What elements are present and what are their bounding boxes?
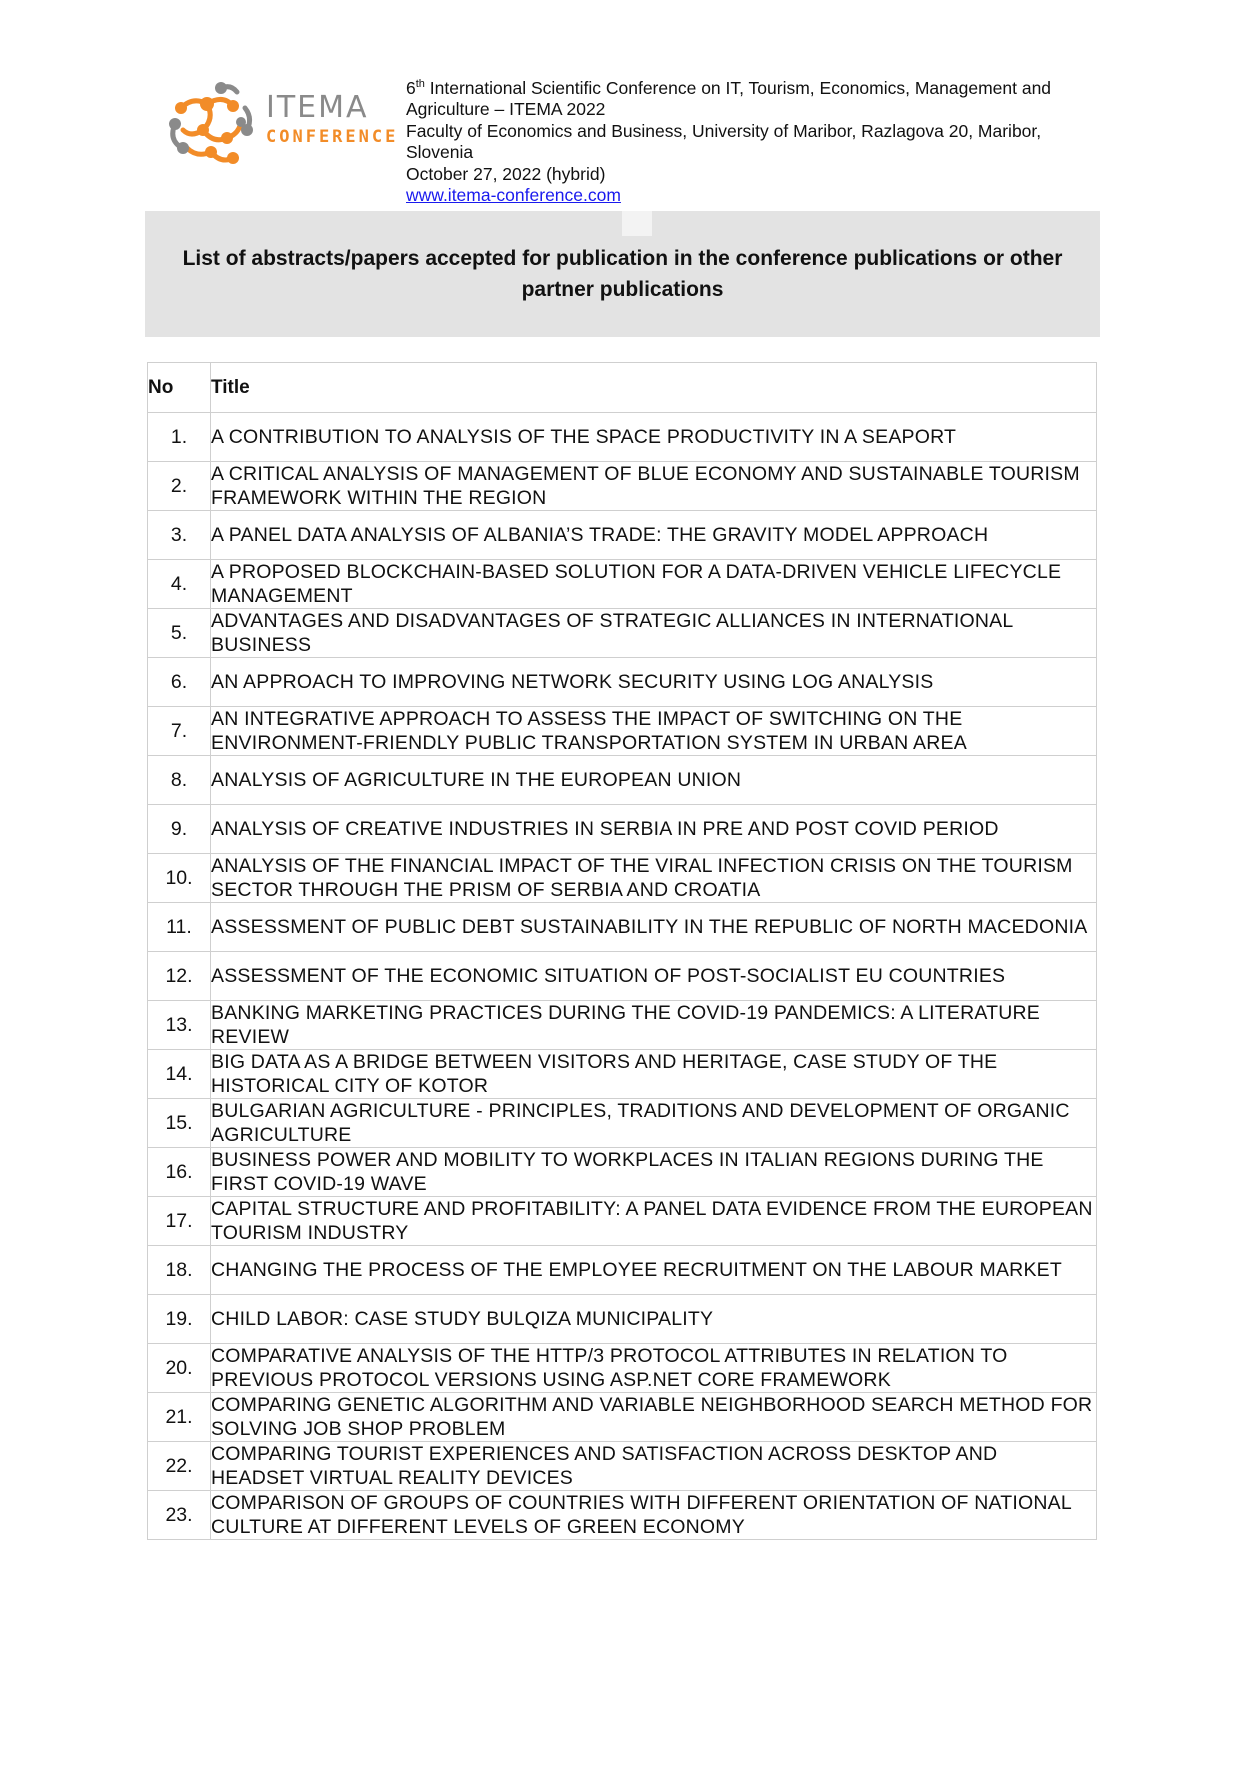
table-row	[148, 1246, 1097, 1295]
itema-conference-logo	[163, 78, 399, 173]
paper-title: CHILD LABOR: CASE STUDY BULQIZA MUNICIPALITY	[211, 1295, 1097, 1344]
table-row	[148, 609, 1097, 658]
table-row	[148, 560, 1097, 609]
paper-title: A CONTRIBUTION TO ANALYSIS OF THE SPACE PRODUCTIVITY IN A SEAPORT	[211, 413, 1097, 462]
table-row	[148, 707, 1097, 756]
table-row	[148, 1491, 1097, 1540]
table-row	[148, 1393, 1097, 1442]
table-row	[148, 1050, 1097, 1099]
table-row	[148, 903, 1097, 952]
paper-title: AN INTEGRATIVE APPROACH TO ASSESS THE IMPACT OF SWITCHING ON THE ENVIRONMENT-FRIENDLY PUBLIC TRANSPORTATION SYSTEM IN URBAN AREA	[211, 707, 1097, 756]
logo-name: ITEMA	[266, 90, 369, 125]
table-row	[148, 1344, 1097, 1393]
table-row	[148, 1197, 1097, 1246]
column-header-no: No	[148, 363, 211, 413]
row-number: 5.	[148, 609, 211, 658]
table-row	[148, 1442, 1097, 1491]
paper-title: CAPITAL STRUCTURE AND PROFITABILITY: A PANEL DATA EVIDENCE FROM THE EUROPEAN TOURISM INDUSTRY	[211, 1197, 1097, 1246]
row-number: 21.	[148, 1393, 211, 1442]
row-number: 12.	[148, 952, 211, 1001]
table-row	[148, 413, 1097, 462]
logo-subtitle: CONFERENCE	[266, 127, 399, 147]
row-number: 22.	[148, 1442, 211, 1491]
paper-title: COMPARATIVE ANALYSIS OF THE HTTP/3 PROTOCOL ATTRIBUTES IN RELATION TO PREVIOUS PROTOCOL VERSIONS USING ASP.NET CORE FRAMEWORK	[211, 1344, 1097, 1393]
paper-title: BIG DATA AS A BRIDGE BETWEEN VISITORS AND HERITAGE, CASE STUDY OF THE HISTORICAL CITY OF KOTOR	[211, 1050, 1097, 1099]
table-row	[148, 511, 1097, 560]
paper-title: ANALYSIS OF CREATIVE INDUSTRIES IN SERBIA IN PRE AND POST COVID PERIOD	[211, 805, 1097, 854]
paper-title: COMPARING GENETIC ALGORITHM AND VARIABLE NEIGHBORHOOD SEARCH METHOD FOR SOLVING JOB SHOP PROBLEM	[211, 1393, 1097, 1442]
banner-notch	[622, 211, 652, 236]
row-number: 23.	[148, 1491, 211, 1540]
table-row	[148, 805, 1097, 854]
table-row	[148, 756, 1097, 805]
paper-title: A PANEL DATA ANALYSIS OF ALBANIA’S TRADE: THE GRAVITY MODEL APPROACH	[211, 511, 1097, 560]
edition-suffix: th	[415, 78, 425, 90]
table-row	[148, 1148, 1097, 1197]
page-title: List of abstracts/papers accepted for publication in the conference publications or other partner publications	[182, 247, 1063, 301]
molecule-icon	[163, 78, 263, 173]
website-link[interactable]: www.itema-conference.com	[406, 185, 621, 206]
table-row	[148, 1099, 1097, 1148]
row-number: 4.	[148, 560, 211, 609]
paper-title: ASSESSMENT OF THE ECONOMIC SITUATION OF POST-SOCIALIST EU COUNTRIES	[211, 952, 1097, 1001]
paper-title: BANKING MARKETING PRACTICES DURING THE COVID-19 PANDEMICS: A LITERATURE REVIEW	[211, 1001, 1097, 1050]
conference-title: International Scientific Conference on IT, Tourism, Economics, Management and Agriculture – ITEMA 2022	[406, 77, 1052, 120]
table-row	[148, 854, 1097, 903]
row-number: 1.	[148, 413, 211, 462]
paper-title: BULGARIAN AGRICULTURE - PRINCIPLES, TRADITIONS AND DEVELOPMENT OF ORGANIC AGRICULTURE	[211, 1099, 1097, 1148]
row-number: 16.	[148, 1148, 211, 1197]
table-header-row	[148, 363, 1097, 413]
paper-title: A PROPOSED BLOCKCHAIN-BASED SOLUTION FOR A DATA-DRIVEN VEHICLE LIFECYCLE MANAGEMENT	[211, 560, 1097, 609]
paper-title: ASSESSMENT OF PUBLIC DEBT SUSTAINABILITY IN THE REPUBLIC OF NORTH MACEDONIA	[211, 903, 1097, 952]
table-row	[148, 1001, 1097, 1050]
venue-address: Faculty of Economics and Business, University of Maribor, Razlagova 20, Maribor, Slovenia	[406, 120, 1042, 163]
paper-title: COMPARING TOURIST EXPERIENCES AND SATISFACTION ACROSS DESKTOP AND HEADSET VIRTUAL REALITY DEVICES	[211, 1442, 1097, 1491]
row-number: 7.	[148, 707, 211, 756]
papers-table	[147, 362, 1097, 1540]
conference-title-line	[406, 74, 1106, 121]
paper-title: AN APPROACH TO IMPROVING NETWORK SECURITY USING LOG ANALYSIS	[211, 658, 1097, 707]
table-row	[148, 952, 1097, 1001]
row-number: 3.	[148, 511, 211, 560]
paper-title: ADVANTAGES AND DISADVANTAGES OF STRATEGIC ALLIANCES IN INTERNATIONAL BUSINESS	[211, 609, 1097, 658]
row-number: 6.	[148, 658, 211, 707]
row-number: 20.	[148, 1344, 211, 1393]
row-number: 14.	[148, 1050, 211, 1099]
table-row	[148, 658, 1097, 707]
conference-info	[406, 74, 1106, 207]
paper-title: ANALYSIS OF AGRICULTURE IN THE EUROPEAN UNION	[211, 756, 1097, 805]
row-number: 10.	[148, 854, 211, 903]
row-number: 15.	[148, 1099, 211, 1148]
table-row	[148, 1295, 1097, 1344]
paper-title: COMPARISON OF GROUPS OF COUNTRIES WITH DIFFERENT ORIENTATION OF NATIONAL CULTURE AT DIFFERENT LEVELS OF GREEN ECONOMY	[211, 1491, 1097, 1540]
edition-number: 6	[406, 77, 416, 98]
row-number: 17.	[148, 1197, 211, 1246]
row-number: 2.	[148, 462, 211, 511]
conference-date: October 27, 2022 (hybrid)	[406, 163, 606, 184]
paper-title: ANALYSIS OF THE FINANCIAL IMPACT OF THE VIRAL INFECTION CRISIS ON THE TOURISM SECTOR THROUGH THE PRISM OF SERBIA AND CROATIA	[211, 854, 1097, 903]
column-header-title: Title	[211, 363, 1097, 413]
row-number: 9.	[148, 805, 211, 854]
row-number: 18.	[148, 1246, 211, 1295]
row-number: 8.	[148, 756, 211, 805]
paper-title: CHANGING THE PROCESS OF THE EMPLOYEE RECRUITMENT ON THE LABOUR MARKET	[211, 1246, 1097, 1295]
row-number: 19.	[148, 1295, 211, 1344]
paper-title: A CRITICAL ANALYSIS OF MANAGEMENT OF BLUE ECONOMY AND SUSTAINABLE TOURISM FRAMEWORK WITHIN THE REGION	[211, 462, 1097, 511]
row-number: 13.	[148, 1001, 211, 1050]
paper-title: BUSINESS POWER AND MOBILITY TO WORKPLACES IN ITALIAN REGIONS DURING THE FIRST COVID-19 WAVE	[211, 1148, 1097, 1197]
row-number: 11.	[148, 903, 211, 952]
table-row	[148, 462, 1097, 511]
